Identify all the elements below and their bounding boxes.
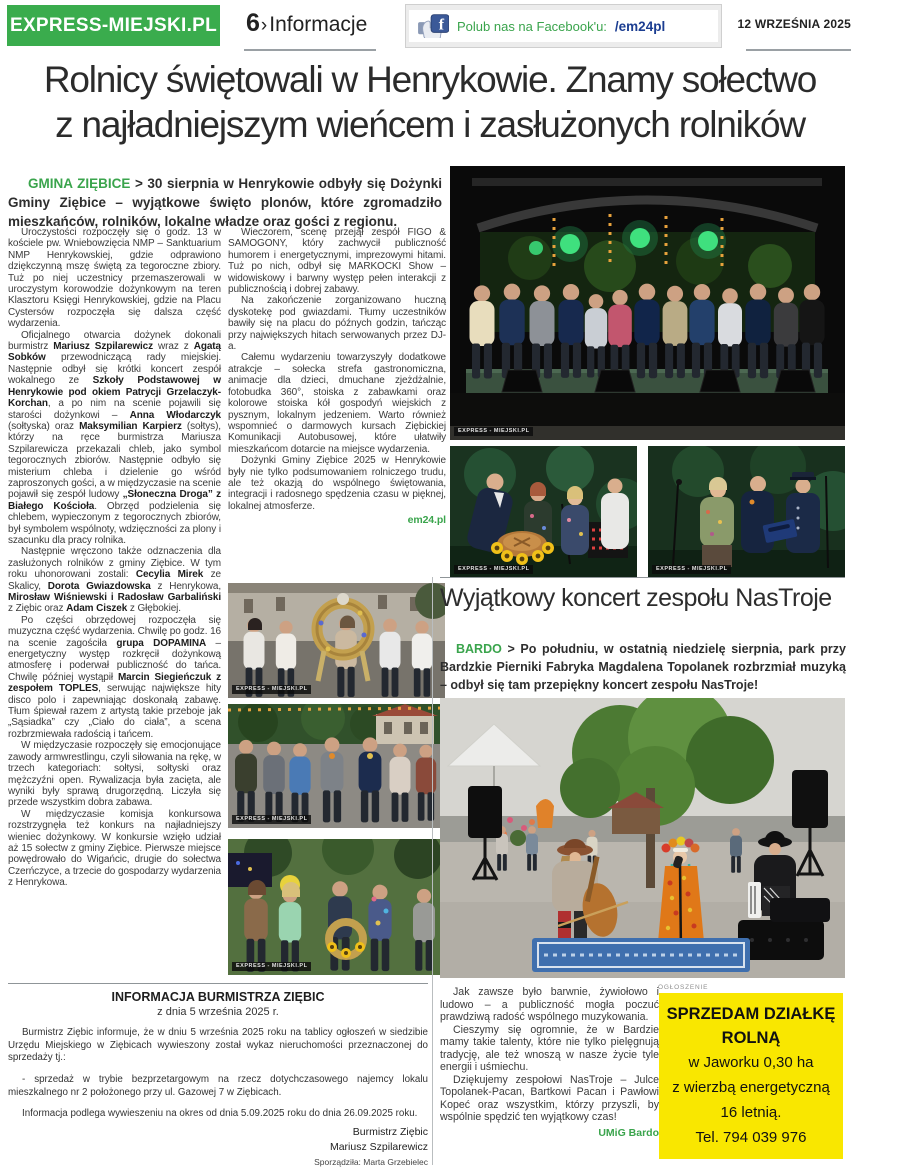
signature-role: Burmistrz Ziębic xyxy=(352,1125,428,1138)
photo-watermark: EXPRESS - MIEJSKI.PL xyxy=(232,815,311,825)
article1-headline-line2: z najładniejszym wieńcem i zasłużonych rolników xyxy=(55,104,805,145)
divider-vertical xyxy=(432,577,433,1165)
section-title xyxy=(246,9,367,38)
article2-body xyxy=(440,986,659,1139)
facebook-like-icon xyxy=(417,10,449,43)
photo-nastroje-concert xyxy=(440,698,845,978)
article1-column2 xyxy=(228,227,446,527)
article2-paragraphs: Jak zawsze było barwnie, żywiołowo i ludowo – a publiczność mogła poczuć prawdziwą radość wspólnego muzykowania. Cieszymy się ogromnie, że w Bardzie mamy takie talenty, które nie tylko pielęgnują tradycję, ale też wnoszą w nasze życie tyle energii i uśmiechu. Dziękujemy zespołowi NasTroje – Julce Topolanek-Pacan, Bartkowi Pacan i Pawłowi Kopeć oraz wszystkim, którzy przyszli, by wspólnie spędzić ten wyjątkowy czas! xyxy=(440,986,659,1123)
article1-signature: em24.pl xyxy=(407,514,446,527)
article1-headline xyxy=(4,57,856,147)
date-underline xyxy=(746,49,851,51)
article1-lead xyxy=(8,174,442,231)
mayor-announcement xyxy=(8,991,428,1167)
photo-watermark: EXPRESS - MIEJSKI.PL xyxy=(232,685,311,695)
photo-watermark: EXPRESS - MIEJSKI.PL xyxy=(652,565,731,575)
article1-headline-line1: Rolnicy świętowali w Henrykowie. Znamy sołectwo xyxy=(43,59,817,100)
photo-watermark: EXPRESS - MIEJSKI.PL xyxy=(232,962,311,972)
announcement-date: z dnia 5 września 2025 r. xyxy=(157,1005,279,1018)
section-underline xyxy=(244,49,376,51)
section-name: Informacje xyxy=(269,13,368,36)
photo-sunflower-wreath-group xyxy=(228,839,445,975)
article2-location-tag: BARDO xyxy=(456,641,502,656)
photo-officials-walking xyxy=(228,704,445,828)
facebook-handle: /em24pl xyxy=(614,18,666,34)
article2-headline: Wyjątkowy koncert zespołu NasTroje xyxy=(440,584,832,612)
ad-label: OGŁOSZENIE xyxy=(658,984,709,991)
photo-watermark: EXPRESS - MIEJSKI.PL xyxy=(454,565,533,575)
article2-lead xyxy=(440,640,846,694)
issue-date: 12 WRZEŚNIA 2025 xyxy=(737,17,851,31)
classified-ad-lines: SPRZEDAM DZIAŁKĘ ROLNĄ w Jaworku 0,30 ha z wierzbą energetyczną 16 letnią. Tel. 794 039 976 xyxy=(666,1005,836,1146)
svg-text:f: f xyxy=(438,16,445,34)
brand-logo-text: EXPRESS-MIEJSKI.PL xyxy=(9,14,218,36)
divider-right xyxy=(440,577,845,578)
signature-name: Mariusz Szpilarewicz xyxy=(329,1140,428,1153)
facebook-banner xyxy=(405,4,722,48)
article1-column1: Uroczystości rozpoczęły się o godz. 13 w kościele pw. Wniebowzięcia NMP – Sanktuarium NMP Henrykowskiej, gdzie odprawiono dziękczynną mszę świętą za tegoroczne zbiory. Tuż po niej uczestnicy przemaszerowali w uroczystym korowodzie dożynkowym na teren Klasztoru Księgi Henrykowskiej, gdzie na Placu Cystersów rozpoczęła się dalsza część wydarzenia. Oficjalnego otwarcia dożynek dokonali burmistrz Mariusz Szpilarewicz wraz z Agatą Sobków przewodniczącą rady miejskiej. Następnie odbył się krótki koncert zespół wokalnego ze Szkoły Podstawowej w Henrykowie pod okiem Patrycji Grzelaczyk-Korchan, a po nim na scenie pojawili się starości dożynkowi – Anna Włodarczyk (sołtyska) oraz Maksymilian Karpierz (sołtys), którzy na ręce burmistrza Mariusza Szpilarewicza przekazali chleb, jako symbol tegorocznych zbiorów. Następnie odbyło się misterium chleba i dzielenie go wśród zaproszonych gości, a w międzyczasie na scenie pojawił się zespół ludowy „Słoneczna Droga” z Białego Kościoła. Obrzęd podzielenia się chlebem, wypieczonym z tegorocznych zbiorów, był symbolem wspólnoty, wdzięczności za plony i szacunku dla pracy rolnika. Następnie wręczono także odznaczenia dla zasłużonych rolników z gminy Ziębice. W tym roku uhonorowani zostali: Cecylia Mirek ze Skalicy, Dorota Gwiazdowska z Henrykowa, Mirosław Wiśniewski i Radosław Garbaliński z Ziębic oraz Adam Ciszek z Głębokiej. Po części obrzędowej rozpoczęła się muzyczna część wydarzenia. Chwilę po godz. 16 na scenie zagościła grupa DOPAMINA – energetyczny występ rozkręcił dożynkową atmosferę i poderwał publiczność do tańca. Chwilę później wystąpił Marcin Siegieńczuk z zespołem TOPLES, serwując największe hity disco polo i zapewniając doskonałą zabawę. Tłum śpiewał razem z artystą takie przeboje jak „Sąsiadka” czy „Ciało do ciała”, a scena rozbrzmiewała radością i tańcem. W międzyczasie rozpoczęły się emocjonujące zawody armwrestlingu, czyli siłowania na rękę, w trzech kategoriach: sołtysi, sołtyski oraz mężczyźni open. Rywalizacja była zacięta, ale wyniki były sprawą drugorzędną. Liczyła się przede wszystkim dobra zabawa. W międzyczasie komisja konkursowa rozstrzygnęła też konkurs na najładniejszy wieniec dożynkowy. W konkursie wzięło udział aż 15 sołectw z gminy Ziębice. Pierwsze miejsce powędrowało do Wigańcic, drugie do sołectwa Czerńczyce, a trzecie do gospodarzy wydarzenia z Henrykowa. xyxy=(8,227,222,889)
article2-lead-text: > Po południu, w ostatnią niedzielę sierpnia, park przy Bardzkie Pierniki Fabryka Magdalena Topolanek rozbrzmiał muzyką – odbył się tam przepiękny koncert zespołu NasTroje! xyxy=(440,641,846,692)
photo-bread-ceremony xyxy=(450,446,637,578)
photo-wreath-procession xyxy=(228,583,445,698)
classified-ad xyxy=(659,993,843,1159)
announcement-title: INFORMACJA BURMISTRZA ZIĘBIC xyxy=(111,990,325,1004)
article1-lead-text: > 30 sierpnia w Henrykowie odbyły się Dożynki Gminy Ziębice – wyjątkowe święto plonów, które zgromadziło mieszkańców, rolników, lokalne władze oraz gości z regionu. xyxy=(8,175,442,229)
photo-stage-group xyxy=(450,166,845,440)
article1-location-tag: GMINA ZIĘBICE xyxy=(28,175,131,191)
brand-logo xyxy=(7,5,220,46)
announcement-signature xyxy=(8,1125,428,1167)
facebook-call-to-action: Polub nas na Facebook'u: xyxy=(457,18,607,34)
photo-award-handover xyxy=(648,446,845,578)
facebook-banner-inner xyxy=(409,10,718,42)
announcement-body: Burmistrz Ziębic informuje, że w dniu 5 września 2025 roku na tablicy ogłoszeń w siedzibie Urzędu Miejskiego w Ziębicach wywieszony został wykaz nieruchomości przeznaczonej do sprzedaży tj.: - sprzedaż w trybie bezprzetargowym na rzecz dotychczasowego najemcy lokalu mieszkalnego nr 2 położonego przy ul. Gazowej 7 w Ziębicach. Informacja podlega wywieszeniu na okres od dnia 5.09.2025 roku do dnia 26.09.2025 roku. xyxy=(8,1027,428,1120)
signature-prepared-by: Sporządziła: Marta Grzebielec xyxy=(314,1156,428,1167)
divider-left xyxy=(8,983,428,984)
chevron-icon: › xyxy=(260,15,268,36)
photo-watermark: EXPRESS - MIEJSKI.PL xyxy=(454,427,533,437)
page-number: 6 xyxy=(246,9,260,37)
article1-column2-text: Wieczorem, scenę przejął zespół FIGO & SAMOGONY, który zachwycił publiczność humorem i energetycznymi, imprezowymi hitami. Tuż po nich, odbył się MARKOCKI Show – widowiskowy i barwny występ pełen interakcji z publicznością i dobrej zabawy. Na zakończenie zorganizowano huczną dyskotekę pod gwiazdami. Tłumy uczestników bawiły się na placu do późnych godzin, tańcząc przy największych hitach serwowanych przez DJ-a. Całemu wydarzeniu towarzyszyły dodatkowe atrakcje – sołecka strefa gastronomiczna, animacje dla dzieci, dmuchane zjeżdżalnie, fotobudka 360°, stoiska z zabawkami oraz kolorowe stoiska kół gospodyń wiejskich z pysznym, lokalnym jedzeniem. Warto również wspomnieć o darmowych kursach Ziębickiej Komunikacji Autobusowej, które ułatwiły mieszkańcom dotarcie na miejsce wydarzenia. Dożynki Gminy Ziębice 2025 w Henrykowie były nie tylko podsumowaniem rolniczego trudu, ale też okazją do wspólnego świętowania, integracji i radosnego spędzenia czasu w pięknej, lokalnej atmosferze. xyxy=(228,227,446,512)
article2-signature: UMiG Bardo xyxy=(598,1126,659,1139)
